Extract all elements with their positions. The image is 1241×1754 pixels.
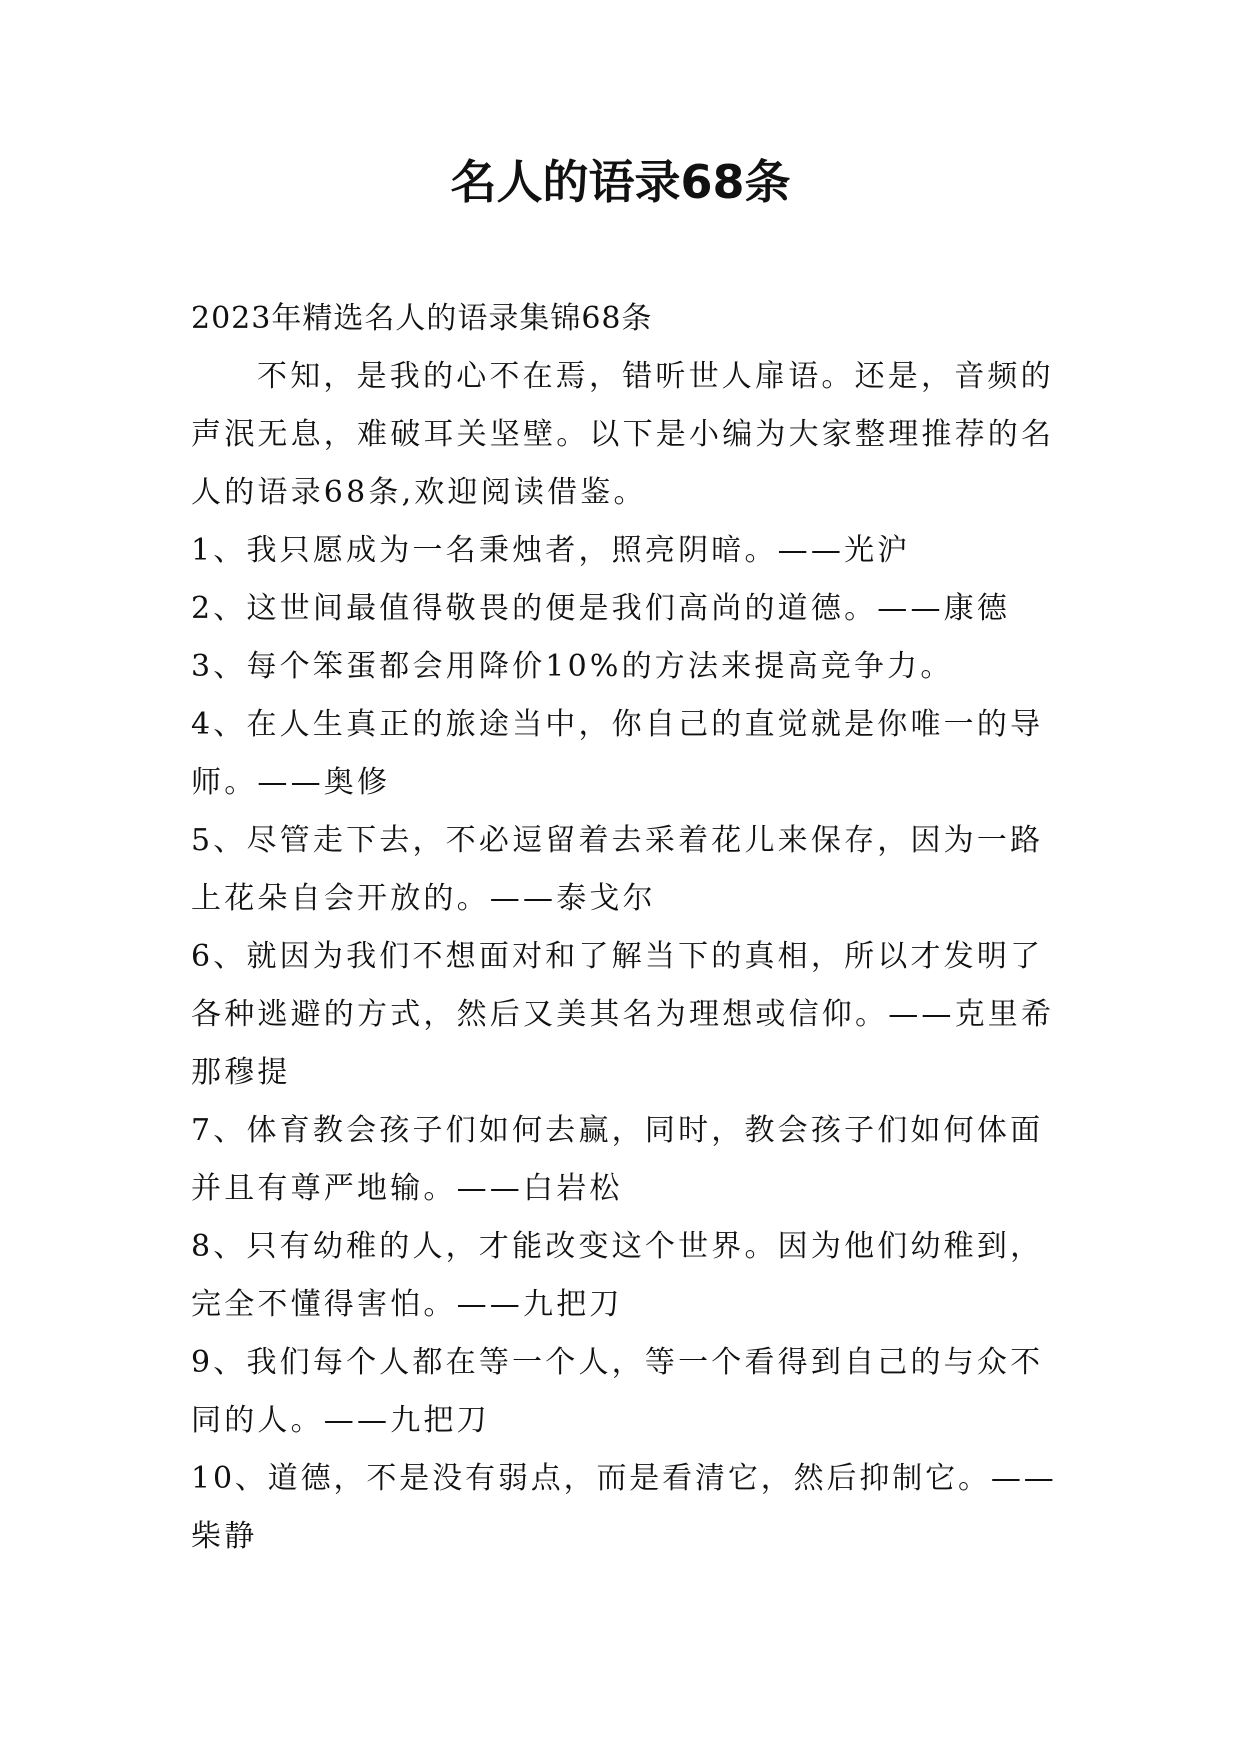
quote-line: 6、就因为我们不想面对和了解当下的真相，所以才发明了 bbox=[191, 939, 1044, 974]
intro-line: 不知，是我的心不在焉，错听世人扉语。还是，音频的 bbox=[257, 359, 1054, 394]
quote-line: 8、只有幼稚的人，才能改变这个世界。因为他们幼稚到， bbox=[191, 1229, 1044, 1264]
quote-line: 3、每个笨蛋都会用降价10%的方法来提高竞争力。 bbox=[191, 649, 954, 684]
page-title: 名人的语录68条 bbox=[450, 155, 791, 209]
quote-line: 同的人。——九把刀 bbox=[191, 1403, 490, 1438]
quote-line: 10、道德，不是没有弱点，而是看清它，然后抑制它。—— bbox=[191, 1461, 1057, 1496]
quote-line: 2、这世间最值得敬畏的便是我们高尚的道德。——康德 bbox=[191, 591, 1011, 626]
quote-line: 5、尽管走下去，不必逗留着去采着花儿来保存，因为一路 bbox=[191, 823, 1044, 858]
quote-line: 柴静 bbox=[191, 1519, 258, 1554]
quote-line: 9、我们每个人都在等一个人，等一个看得到自己的与众不 bbox=[191, 1345, 1044, 1380]
intro-line: 声泯无息，难破耳关坚壁。以下是小编为大家整理推荐的名 bbox=[191, 417, 1055, 452]
intro-line: 人的语录68条,欢迎阅读借鉴。 bbox=[191, 475, 647, 510]
quote-line: 4、在人生真正的旅途当中，你自己的直觉就是你唯一的导 bbox=[191, 707, 1044, 742]
quote-line: 1、我只愿成为一名秉烛者，照亮阴暗。——光沪 bbox=[191, 533, 911, 568]
quote-line: 上花朵自会开放的。——泰戈尔 bbox=[191, 881, 656, 916]
quote-line: 完全不懂得害怕。——九把刀 bbox=[191, 1287, 623, 1322]
quote-line: 7、体育教会孩子们如何去赢，同时，教会孩子们如何体面 bbox=[191, 1113, 1044, 1148]
quote-line: 那穆提 bbox=[191, 1055, 291, 1090]
document-subtitle: 2023年精选名人的语录集锦68条 bbox=[191, 301, 653, 336]
quote-line: 师。——奥修 bbox=[191, 765, 391, 800]
quote-line: 并且有尊严地输。——白岩松 bbox=[191, 1171, 623, 1206]
document-body bbox=[191, 290, 1057, 1566]
quote-line: 各种逃避的方式，然后又美其名为理想或信仰。——克里希 bbox=[191, 997, 1055, 1032]
